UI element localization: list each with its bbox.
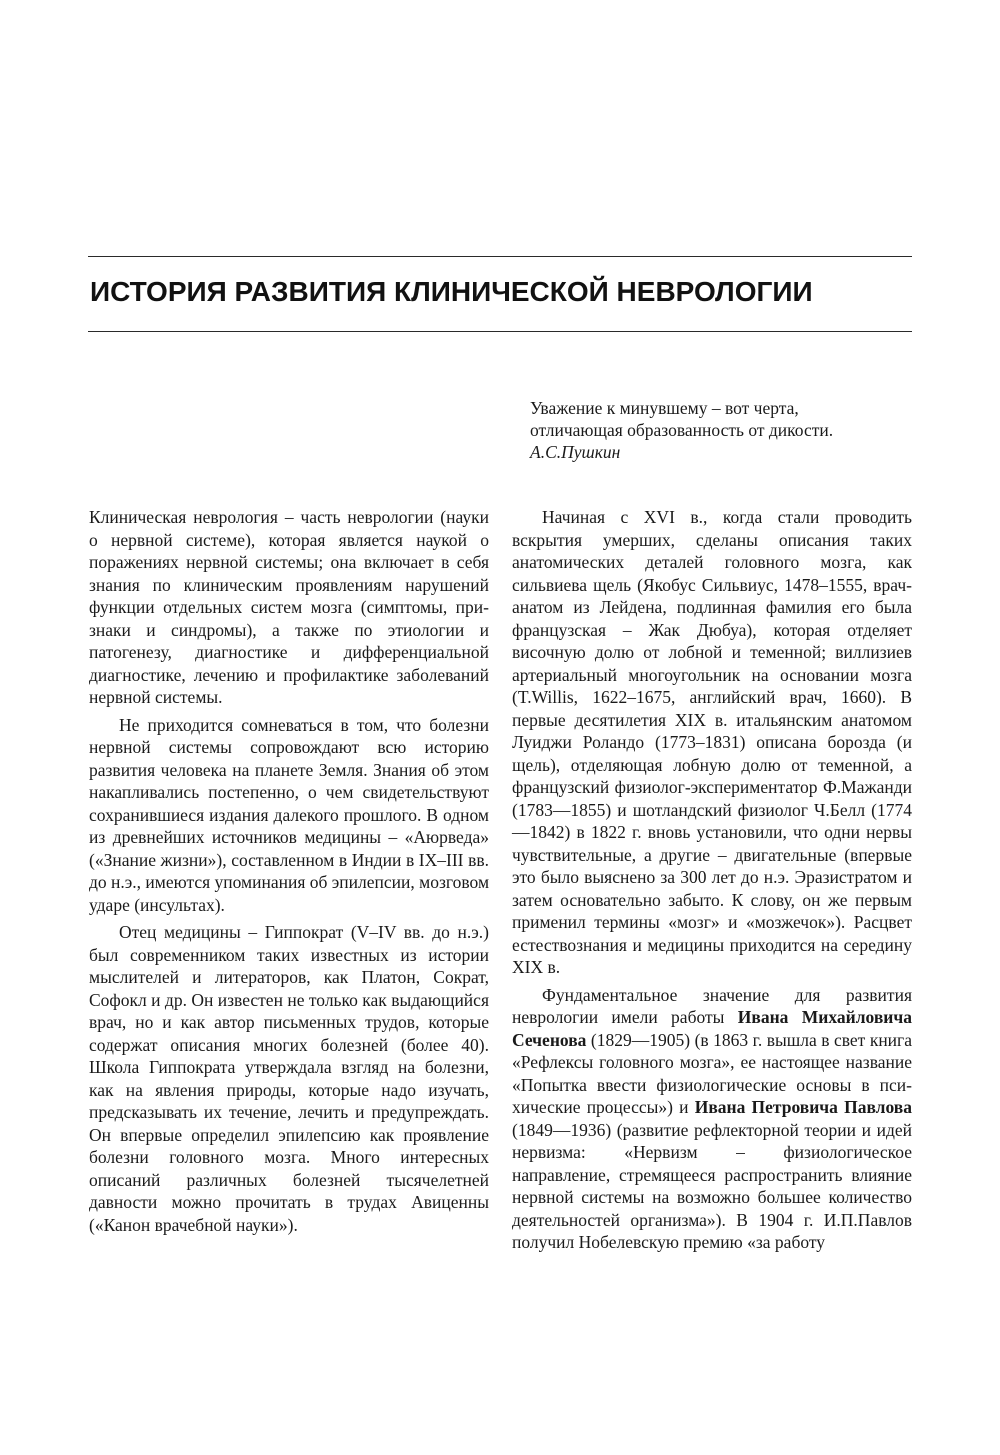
epigraph-line-1: Уважение к минувшему – вот черта, <box>530 398 799 418</box>
header-rule-top <box>88 256 912 257</box>
chapter-title: ИСТОРИЯ РАЗВИТИЯ КЛИНИЧЕСКОЙ НЕВРОЛОГИИ <box>90 276 813 307</box>
paragraph-text: Фундаментальное значение для развития неврологии имели работы <box>512 984 912 1027</box>
paragraph <box>512 984 912 1254</box>
epigraph-author: А.С.Пушкин <box>530 442 621 462</box>
left-column <box>89 506 489 1236</box>
paragraph: Начиная с XVI в., когда стали проводить вскрытия умерших, сделаны описания таких анатомических деталей головного мозга, как сильвиева щель (Якобус Сильвиус, 1478–1555, врач-анатом из Лейдена, подлинная фамилия его была французская – Жак Дюбуа), которая отделяет височную долю от лобной и теменной; виллизиев артериальный многоугольник на основании мозга (T.Willis, 1622–1675, английский врач, 1660). В первые десятилетия XIX в. итальянским анатомом Луиджи Роландо (1773–1831) описана борозда (и щель), отделяющая лобную долю от теменной, а французский физиолог-экспериментатор Ф.Мажанди (1783—1855) и шотландский физиолог Ч.Белл (1774—1842) в 1822 г. вновь установили, что одни нервы чувствительные, а другие – двигательные (впервые это было выяснено за 300 лет до н.э. Эразистратом и затем основательно забыто. К слову, он же первым применил термины «мозг» и «мозжечок»). Расцвет естествознания и медицины приходится на середину XIX в. <box>512 507 912 977</box>
right-column <box>512 506 912 1254</box>
paragraph: Клиническая неврология – часть неврологии (науки о нервной системе), которая является наукой о поражениях нервной системы; она включает в себя знания по клиническим проявлениям нарушений функции отдельных систем мозга (симптомы, признаки и синдромы), а также по этиологии и патогенезу, диагностике и дифференциальной диагностике, лечению и профилактике заболеваний нервной системы. <box>89 507 489 707</box>
epigraph <box>530 397 920 463</box>
person-name-pavlov: Ивана Петровича Павлова <box>694 1097 912 1117</box>
paragraph-text: (1829—1905) (в 1863 г. вышла в свет книга «Рефлексы головного мозга», ее настоящее название «Попытка ввести физиологические основы в психические процессы») и <box>512 1029 912 1117</box>
paragraph: Не приходится сомневаться в том, что болезни нервной системы сопровождают всю историю развития человека на планете Земля. Знания об этом накапливались постепенно, о чем свидетельствуют сохранившиеся издания далекого прошлого. В одном из древнейших источников медицины – «Аюрведа» («Знание жизни»), составленном в Индии в IX–III вв. до н.э., имеются упоминания об эпилепсии, мозговом ударе (инсультах). <box>89 714 490 915</box>
header-rule-bottom <box>88 331 912 332</box>
person-name-sechenov: Ивана Михайловича Сеченова <box>512 1007 912 1050</box>
epigraph-line-2: отличающая образованность от дикости. <box>530 420 834 440</box>
paragraph: Отец медицины – Гиппократ (V–IV вв. до н.э.) был современником таких известных из истории мыслителей и литераторов, как Платон, Сократ, Софокл и др. Он известен не только как выдающийся врач, но и как автор письменных трудов, которые содержат описания многих болезней (более 40). Школа Гиппократа утверждала взгляд на болезни, как на явления природы, которые надо изучать, предсказывать их течение, лечить и предупреждать. Он впервые определил эпилепсию как проявление болезни головного мозга. Много интересных описаний различных болезней тысячелетней давности можно прочитать в трудах Авиценны («Канон врачебной науки»). <box>89 922 489 1235</box>
paragraph-text: (1849—1936) (развитие рефлекторной теории и идей нервизма: «Нервизм – физиологическое направление, стремящееся распространить влияние нервной системы на возможно большее количество деятельностей организма»). В 1904 г. И.П.Павлов получил Нобелевскую премию «за работу <box>512 1119 912 1252</box>
